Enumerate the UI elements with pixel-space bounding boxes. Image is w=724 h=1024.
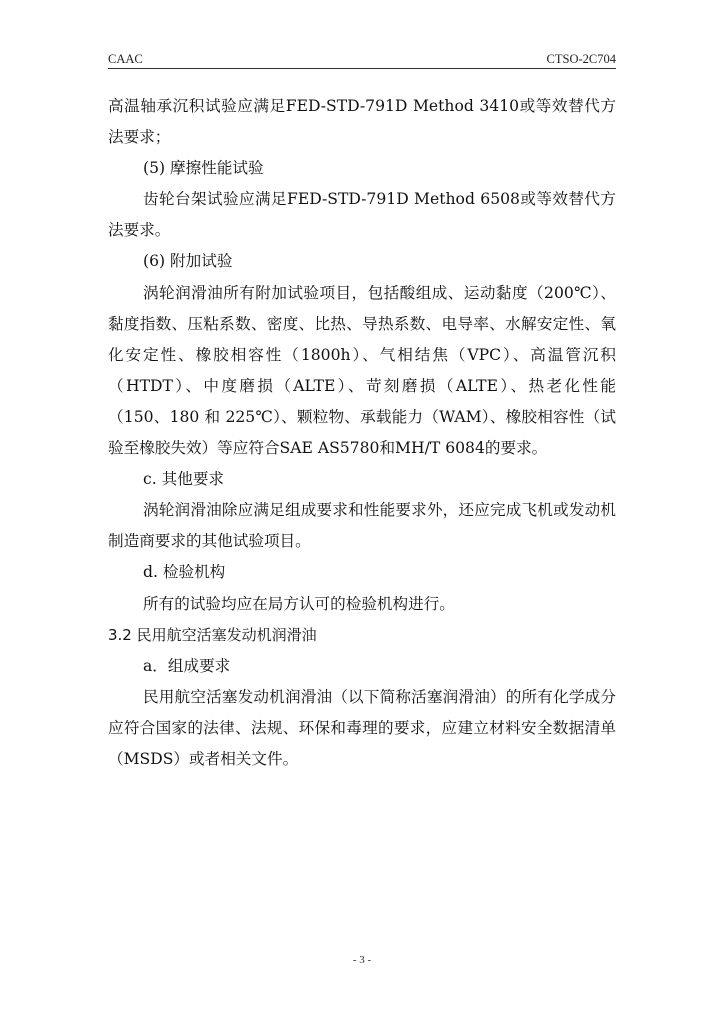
heading-composition: a．组成要求 [143, 656, 231, 675]
document-body [108, 91, 616, 775]
paragraph-composition: 民用航空活塞发动机润滑油（以下简称活塞润滑油）的所有化学成分应符合国家的法律、法规、环保和毒理的要求，应建立材料安全数据清单（MSDS）或者相关文件。 [108, 687, 616, 768]
heading-test-facility: d. 检验机构 [143, 563, 226, 582]
header-doc-number: CTSO-2C704 [546, 52, 616, 66]
heading-other-requirements: c. 其他要求 [143, 470, 225, 489]
paragraph-gear-rig: 齿轮台架试验应满足FED-STD-791D Method 6508或等效替代方法要求。 [108, 190, 616, 240]
header-rule [108, 68, 616, 69]
paragraph-other-requirements: 涡轮润滑油除应满足组成要求和性能要求外，还应完成飞机或发动机制造商要求的其他试验项目。 [108, 501, 616, 551]
heading-friction-test: (5) 摩擦性能试验 [143, 159, 264, 178]
heading-additional-test: (6) 附加试验 [143, 252, 233, 271]
paragraph-test-facility: 所有的试验均应在局方认可的检验机构进行。 [143, 594, 455, 613]
header-org: CAAC [108, 52, 143, 66]
paragraph-bearing-deposit: 高温轴承沉积试验应满足FED-STD-791D Method 3410或等效替代方法要求； [108, 97, 616, 147]
page-header [108, 52, 616, 68]
page-number: - 3 - [352, 954, 372, 966]
section-heading-3-2: 3.2 民用航空活塞发动机润滑油 [108, 625, 317, 644]
paragraph-additional-items: 涡轮润滑油所有附加试验项目，包括酸组成、运动黏度（200℃）、黏度指数、压粘系数、密度、比热、导热系数、电导率、水解安定性、氧化安定性、橡胶相容性（1800h）、气相结焦（VPC）、高温管沉积（HTDT）、中度磨损（ALTE）、苛刻磨损（ALTE）、热老化性能（150、180 和 225℃）、颗粒物、承载能力（WAM）、橡胶相容性（试验至橡胶失效）等应符合SAE AS5780和MH/T 6084的要求。 [108, 283, 616, 458]
